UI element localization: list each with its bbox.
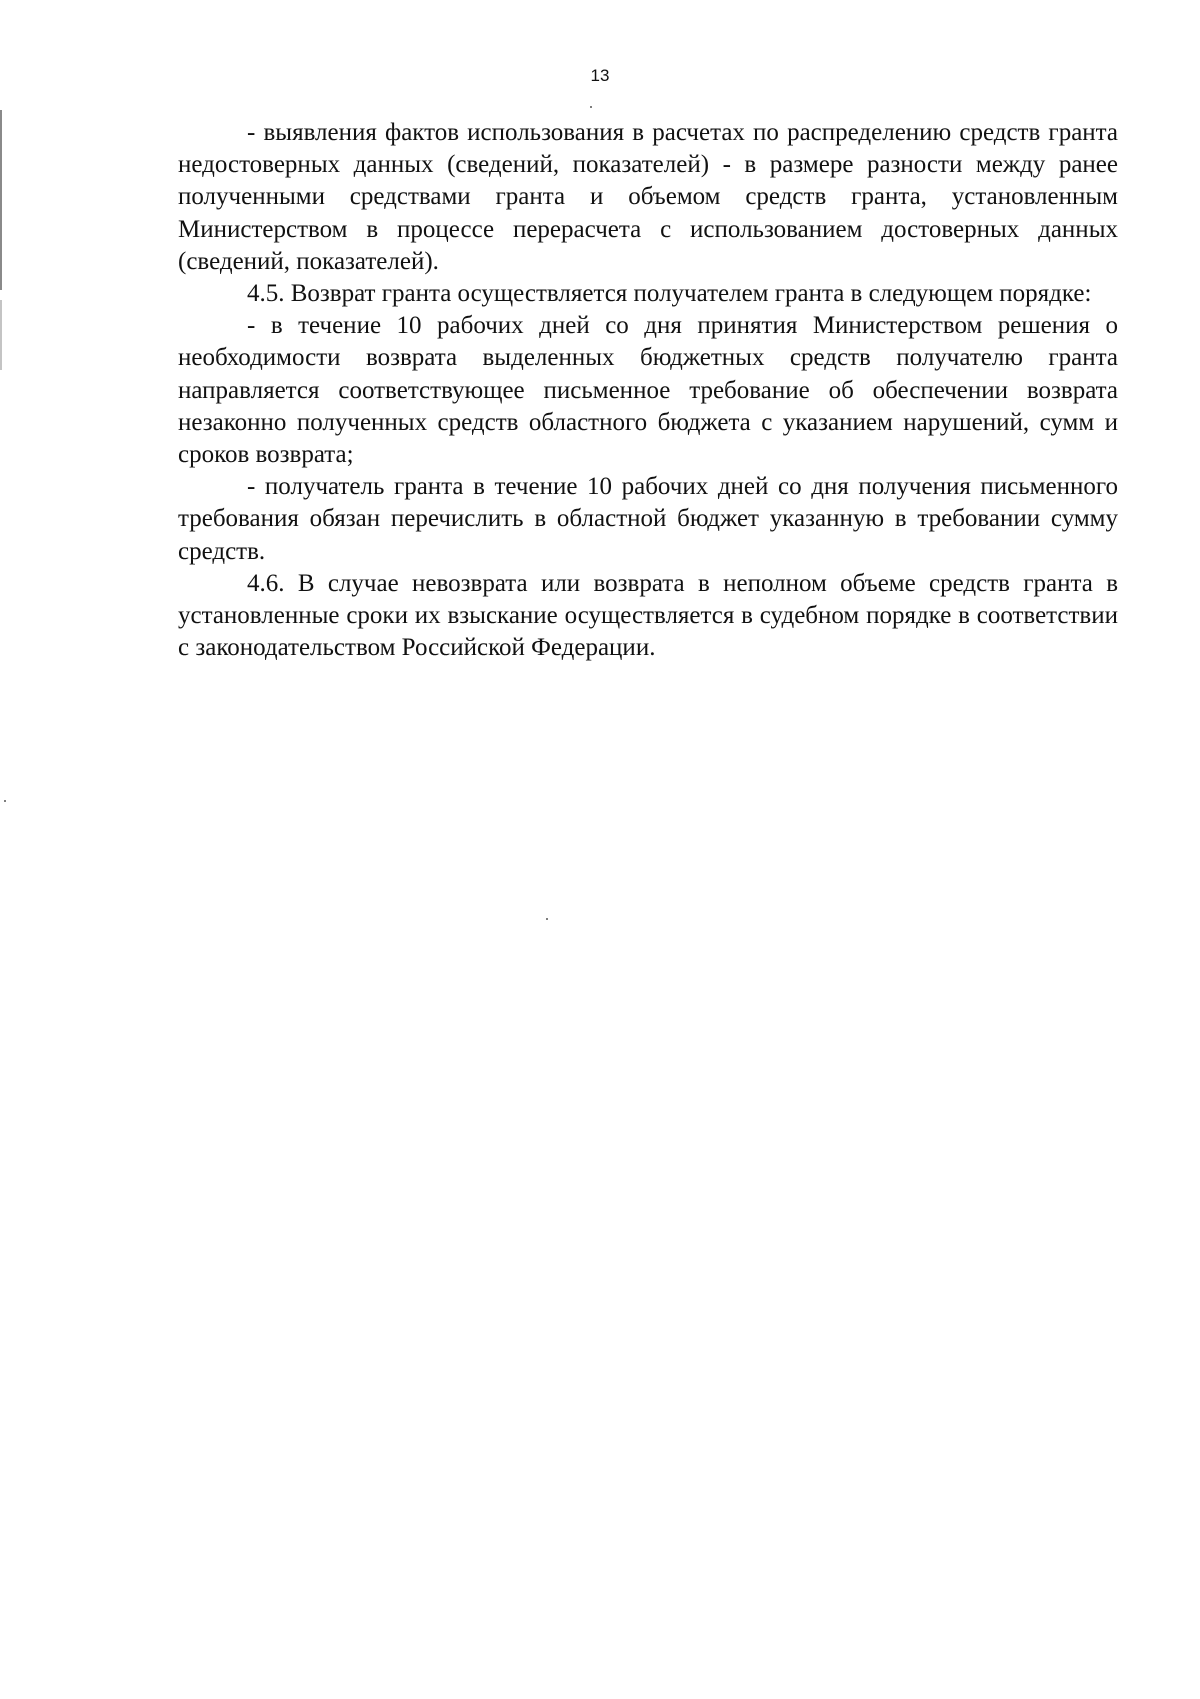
scan-speck [590,106,592,108]
paragraph: - в течение 10 рабочих дней со дня принятия Министерством решения о необходимости возврата выделенных бюджетных средств получателю гранта направляется соответствующее письменное требование об обеспечении возврата незаконно полученных средств областного бюджета с указанием нарушений, сумм и сроков возврата; [178,312,1118,469]
page-number: 13 [590,66,610,85]
paragraph: - выявления фактов использования в расчетах по распределению средств гранта недостоверных данных (сведений, показателей) - в размере разности между ранее полученными средствами гранта и объемом средств гранта, установленным Министерством в процессе перерасчета с использованием достоверных данных (сведений, показателей). [178,119,1118,275]
document-body [178,117,1118,664]
scan-edge-mark [0,300,2,370]
paragraph: 4.6. В случае невозврата или возврата в неполном объеме средств гранта в установленные сроки их взыскание осуществляется в судебном порядке в соответствии с законодательством Российской Федерации. [178,569,1118,662]
paragraph: - получатель гранта в течение 10 рабочих дней со дня получения письменного требования обязан перечислить в областной бюджет указанную в требовании сумму средств. [178,473,1118,565]
scan-edge-mark [0,110,2,290]
paragraph: 4.5. Возврат гранта осуществляется получателем гранта в следующем порядке: [247,280,1092,308]
scan-speck [4,800,6,802]
scan-speck [546,918,548,920]
